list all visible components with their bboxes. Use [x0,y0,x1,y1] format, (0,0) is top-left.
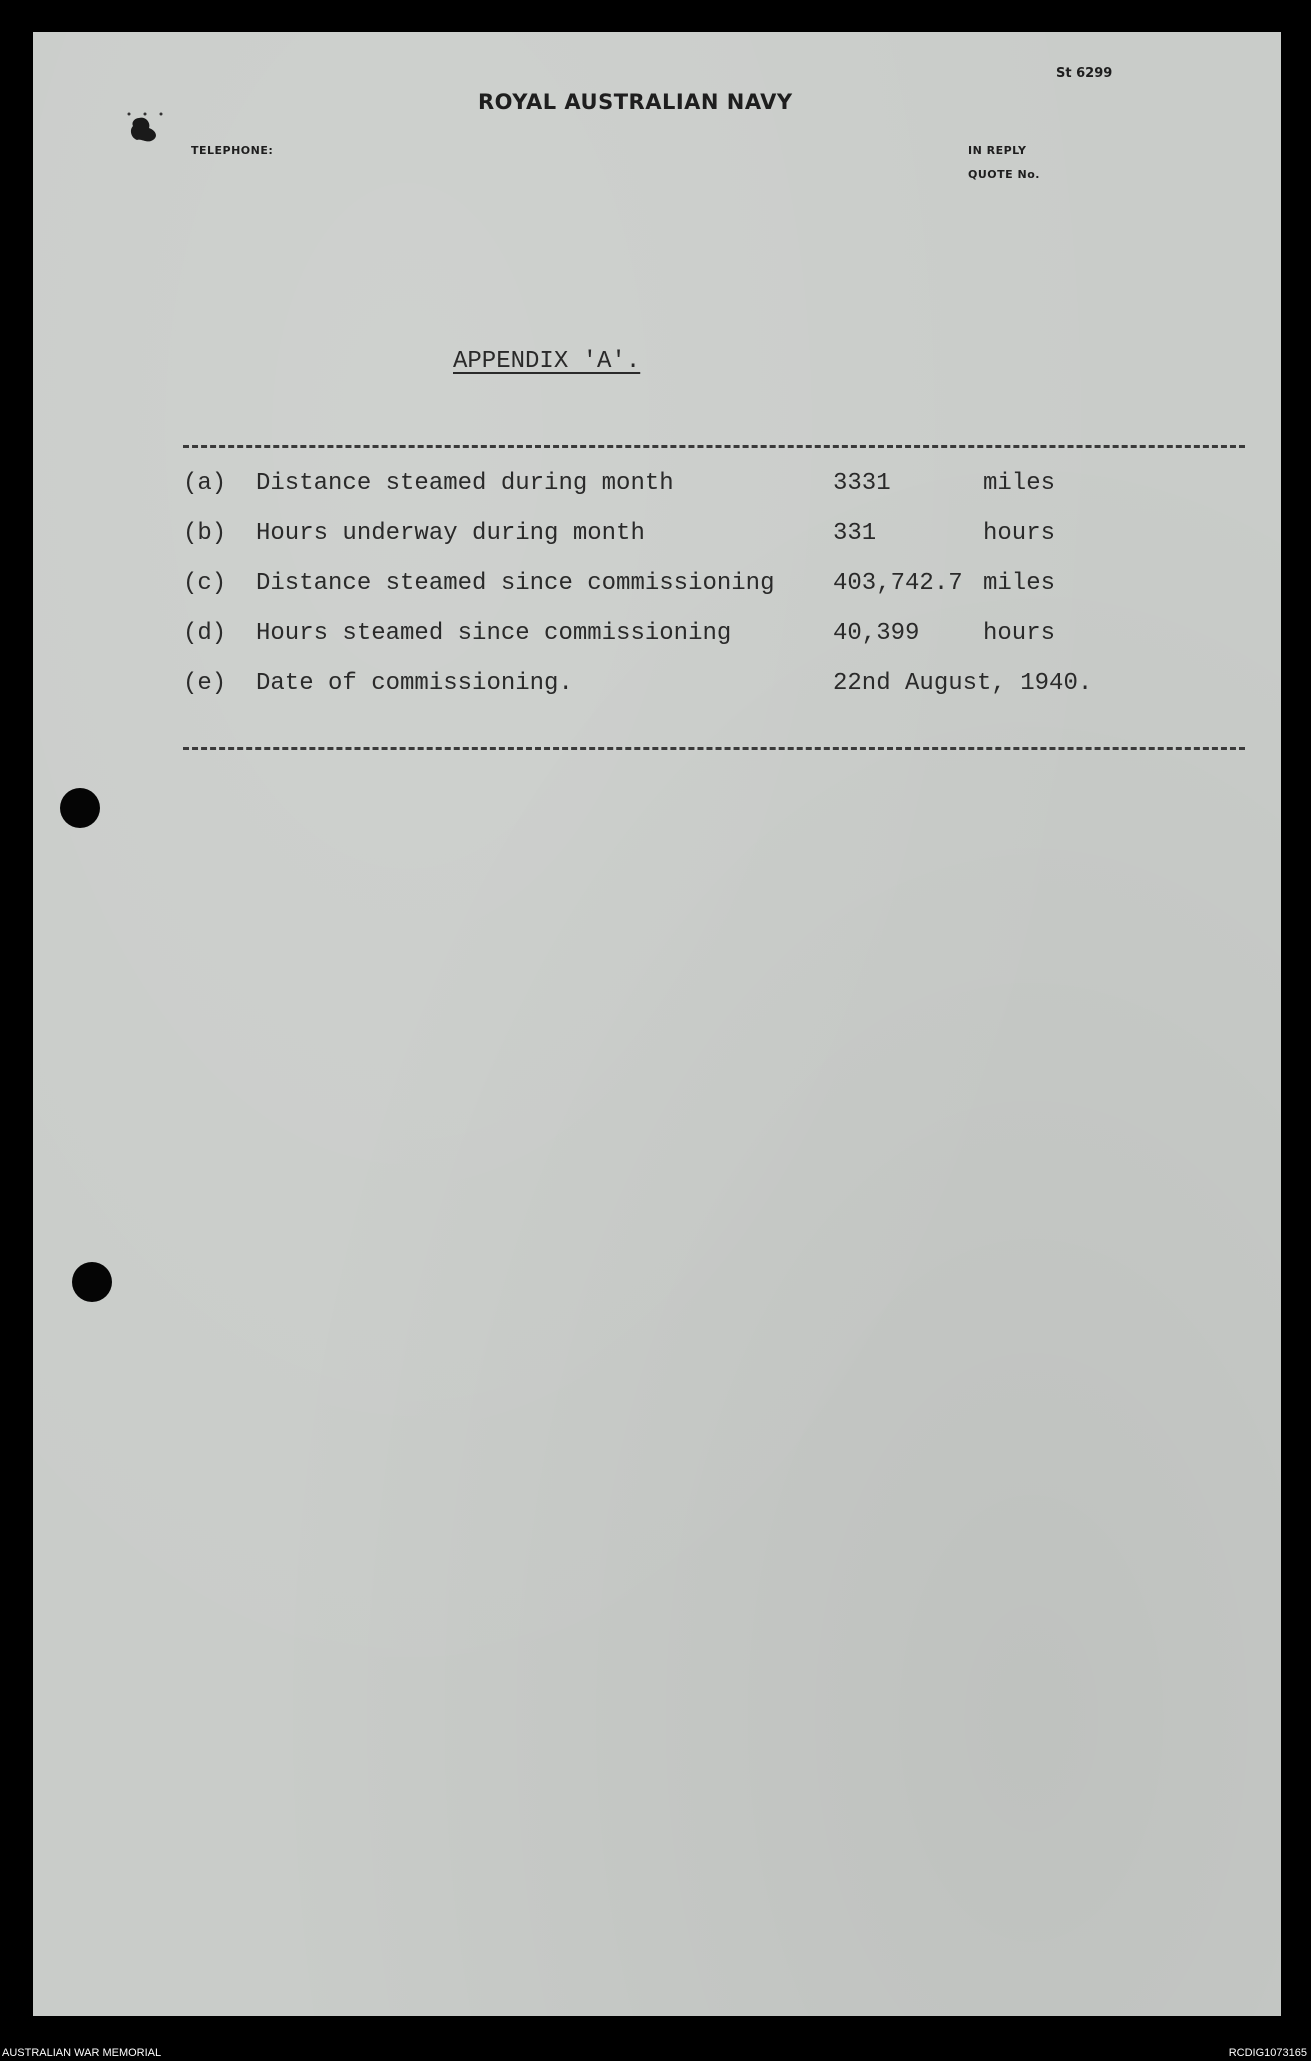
row-value: 331 [833,520,877,547]
row-unit: hours [983,520,1056,547]
punch-hole-icon [60,788,100,828]
bottom-divider-rule [183,747,1245,750]
telephone-label: TELEPHONE: [191,144,274,157]
reply-label-line-2: QUOTE No. [968,168,1040,181]
punch-hole-icon [72,1262,112,1302]
letterhead-title: ROYAL AUSTRALIAN NAVY [478,90,793,114]
form-number: St 6299 [1056,66,1113,81]
row-value: 22nd August, 1940. [833,670,1093,697]
archive-name: AUSTRALIAN WAR MEMORIAL [2,2047,162,2059]
row-letter: (d) [183,620,227,647]
row-value: 40,399 [833,620,920,647]
ink-blot-icon [125,112,165,152]
row-description: Date of commissioning. [256,670,573,697]
table-row [183,620,1243,656]
row-value: 403,742.7 [833,570,963,597]
row-description: Distance steamed since commissioning [256,570,775,597]
top-divider-rule [183,445,1245,448]
row-description: Distance steamed during month [256,470,674,497]
row-letter: (c) [183,570,227,597]
row-description: Hours steamed since commissioning [256,620,732,647]
reply-label-line-1: IN REPLY [968,144,1027,157]
row-unit: miles [983,570,1056,597]
table-row [183,570,1243,606]
row-letter: (a) [183,470,227,497]
table-row [183,470,1243,506]
record-id: RCDIG1073165 [1228,2047,1307,2059]
row-value: 3331 [833,470,891,497]
paper-sheet [33,32,1281,2016]
appendix-title: APPENDIX 'A'. [453,348,641,375]
row-unit: hours [983,620,1056,647]
table-row [183,670,1243,706]
row-description: Hours underway during month [256,520,645,547]
row-letter: (e) [183,670,227,697]
row-unit: miles [983,470,1056,497]
row-letter: (b) [183,520,227,547]
table-row [183,520,1243,556]
